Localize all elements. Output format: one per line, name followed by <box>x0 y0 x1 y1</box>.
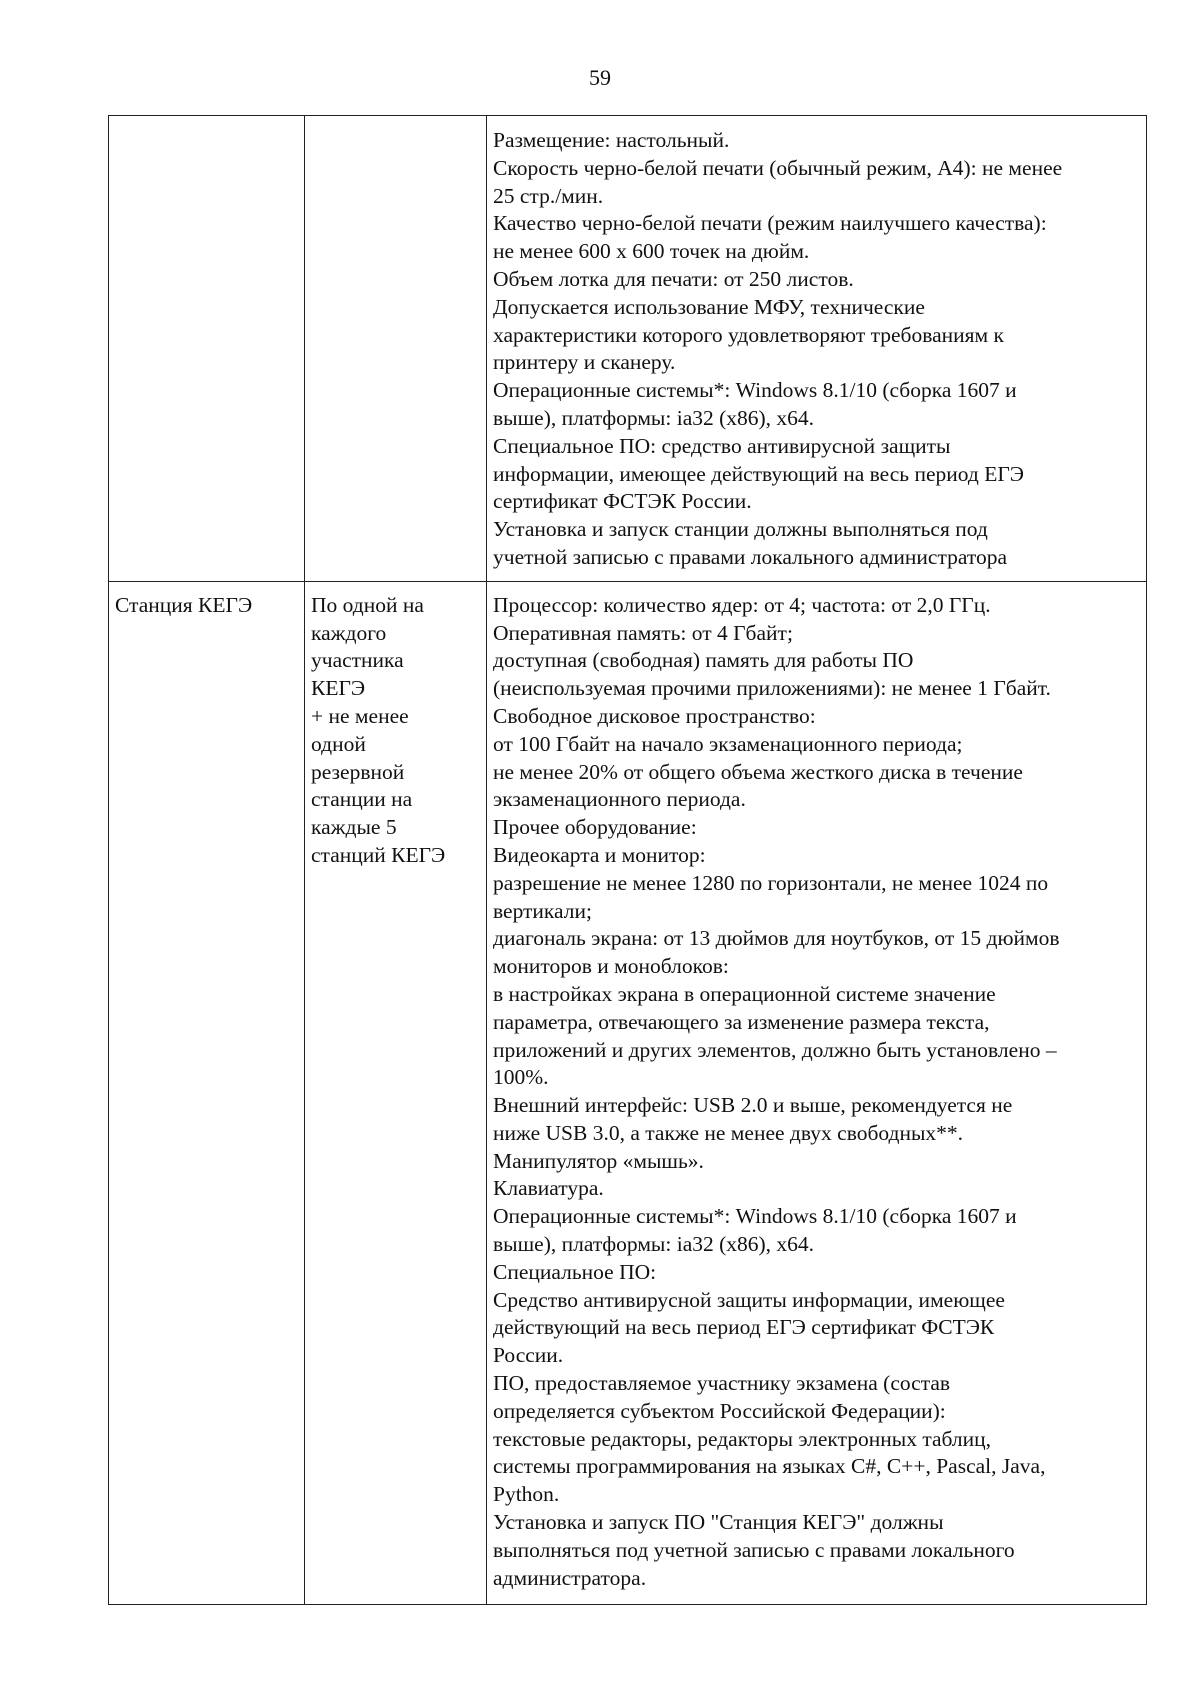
equipment-name: Станция КЕГЭ <box>115 592 253 617</box>
text-line: не менее 600 х 600 точек на дюйм. <box>493 239 810 264</box>
quantity-text <box>305 582 486 882</box>
text-line: выполняться под учетной записью с правами локального <box>493 1537 1015 1562</box>
requirements-cell <box>487 581 1147 1605</box>
text-line: Скорость черно-белой печати (обычный режим, А4): не менее <box>493 155 1063 180</box>
text-line: выше), платформы: ia32 (x86), x64. <box>493 405 815 430</box>
text-line: в настройках экрана в операционной системе значение <box>493 981 996 1006</box>
text-line: каждого <box>311 620 387 645</box>
text-line: мониторов и моноблоков: <box>493 954 729 979</box>
text-line: Прочее оборудование: <box>493 815 697 840</box>
text-line: разрешение не менее 1280 по горизонтали, не менее 1024 по <box>493 870 1049 895</box>
text-line: Свободное дисковое пространство: <box>493 703 816 728</box>
text-line: Python. <box>493 1482 560 1507</box>
text-line: не менее 20% от общего объема жесткого диска в течение <box>493 759 1023 784</box>
text-line: текстовые редакторы, редакторы электронных таблиц, <box>493 1426 992 1451</box>
text-line: Видеокарта и монитор: <box>493 842 706 867</box>
text-line: от 100 Гбайт на начало экзаменационного периода; <box>493 731 963 756</box>
text-line: Процессор: количество ядер: от 4; частота: от 2,0 ГГц. <box>493 592 991 617</box>
text-line: информации, имеющее действующий на весь период ЕГЭ <box>493 461 1024 486</box>
requirements-cell <box>487 116 1147 582</box>
text-line: станции на <box>311 787 413 812</box>
requirements-text <box>487 116 1146 581</box>
quantity-text <box>305 116 486 136</box>
text-line: администратора. <box>493 1565 647 1590</box>
table-row <box>109 581 1147 1605</box>
text-line: + не менее <box>311 703 409 728</box>
text-line: Объем лотка для печати: от 250 листов. <box>493 266 854 291</box>
text-line: Специальное ПО: <box>493 1259 657 1284</box>
text-line: параметра, отвечающего за изменение размера текста, <box>493 1009 990 1034</box>
text-line: Средство антивирусной защиты информации, имеющее <box>493 1287 1005 1312</box>
text-line: Специальное ПО: средство антивирусной защиты <box>493 433 951 458</box>
text-line: экзаменационного периода. <box>493 787 746 812</box>
equipment-name-cell <box>109 581 305 1605</box>
text-line: Оперативная память: от 4 Гбайт; <box>493 620 793 645</box>
text-line: вертикали; <box>493 898 592 923</box>
text-line: сертификат ФСТЭК России. <box>493 489 752 514</box>
text-line: резервной <box>311 759 405 784</box>
text-line: характеристики которого удовлетворяют требованиям к <box>493 322 1004 347</box>
table-row <box>109 116 1147 582</box>
text-line: России. <box>493 1343 564 1368</box>
text-line: 25 стр./мин. <box>493 183 604 208</box>
text-line: Клавиатура. <box>493 1176 604 1201</box>
text-line: 100%. <box>493 1065 549 1090</box>
text-line: одной <box>311 731 366 756</box>
page-number: 59 <box>589 65 611 90</box>
text-line: принтеру и сканеру. <box>493 350 676 375</box>
quantity-cell <box>305 116 487 582</box>
text-line: приложений и других элементов, должно быть установлено – <box>493 1037 1057 1062</box>
equipment-name <box>109 116 304 136</box>
text-line: диагональ экрана: от 13 дюймов для ноутбуков, от 15 дюймов <box>493 926 1060 951</box>
text-line: системы программирования на языках C#, C++, Pascal, Java, <box>493 1454 1046 1479</box>
equipment-name-cell <box>109 116 305 582</box>
text-line: действующий на весь период ЕГЭ сертификат ФСТЭК <box>493 1315 995 1340</box>
text-line: ПО, предоставляемое участнику экзамена (состав <box>493 1371 951 1396</box>
text-line: станций КЕГЭ <box>311 842 446 867</box>
text-line: Операционные системы*: Windows 8.1/10 (сборка 1607 и <box>493 378 1017 403</box>
text-line: Допускается использование МФУ, технические <box>493 294 925 319</box>
text-line: участника <box>311 648 404 673</box>
text-line: учетной записью с правами локального администратора <box>493 544 1008 569</box>
text-line: Размещение: настольный. <box>493 128 730 152</box>
text-line: каждые 5 <box>311 815 397 840</box>
text-line: определяется субъектом Российской Федерации): <box>493 1398 946 1423</box>
equipment-requirements-table <box>108 115 1147 1605</box>
text-line: ниже USB 3.0, а также не менее двух свободных**. <box>493 1120 964 1145</box>
text-line: Установка и запуск станции должны выполняться под <box>493 517 988 542</box>
requirements-text <box>487 582 1146 1605</box>
text-line: Операционные системы*: Windows 8.1/10 (сборка 1607 и <box>493 1204 1017 1229</box>
text-line: Манипулятор «мышь». <box>493 1148 704 1173</box>
text-line: выше), платформы: ia32 (x86), x64. <box>493 1232 815 1257</box>
text-line: Качество черно-белой печати (режим наилучшего качества): <box>493 211 1047 236</box>
text-line: (неиспользуемая прочими приложениями): не менее 1 Гбайт. <box>493 676 1051 701</box>
text-line: КЕГЭ <box>311 676 366 701</box>
text-line: доступная (свободная) память для работы ПО <box>493 648 914 673</box>
quantity-cell <box>305 581 487 1605</box>
text-line: По одной на <box>311 592 424 617</box>
text-line: Установка и запуск ПО "Станция КЕГЭ" должны <box>493 1510 944 1535</box>
text-line: Внешний интерфейс: USB 2.0 и выше, рекомендуется не <box>493 1093 1013 1118</box>
